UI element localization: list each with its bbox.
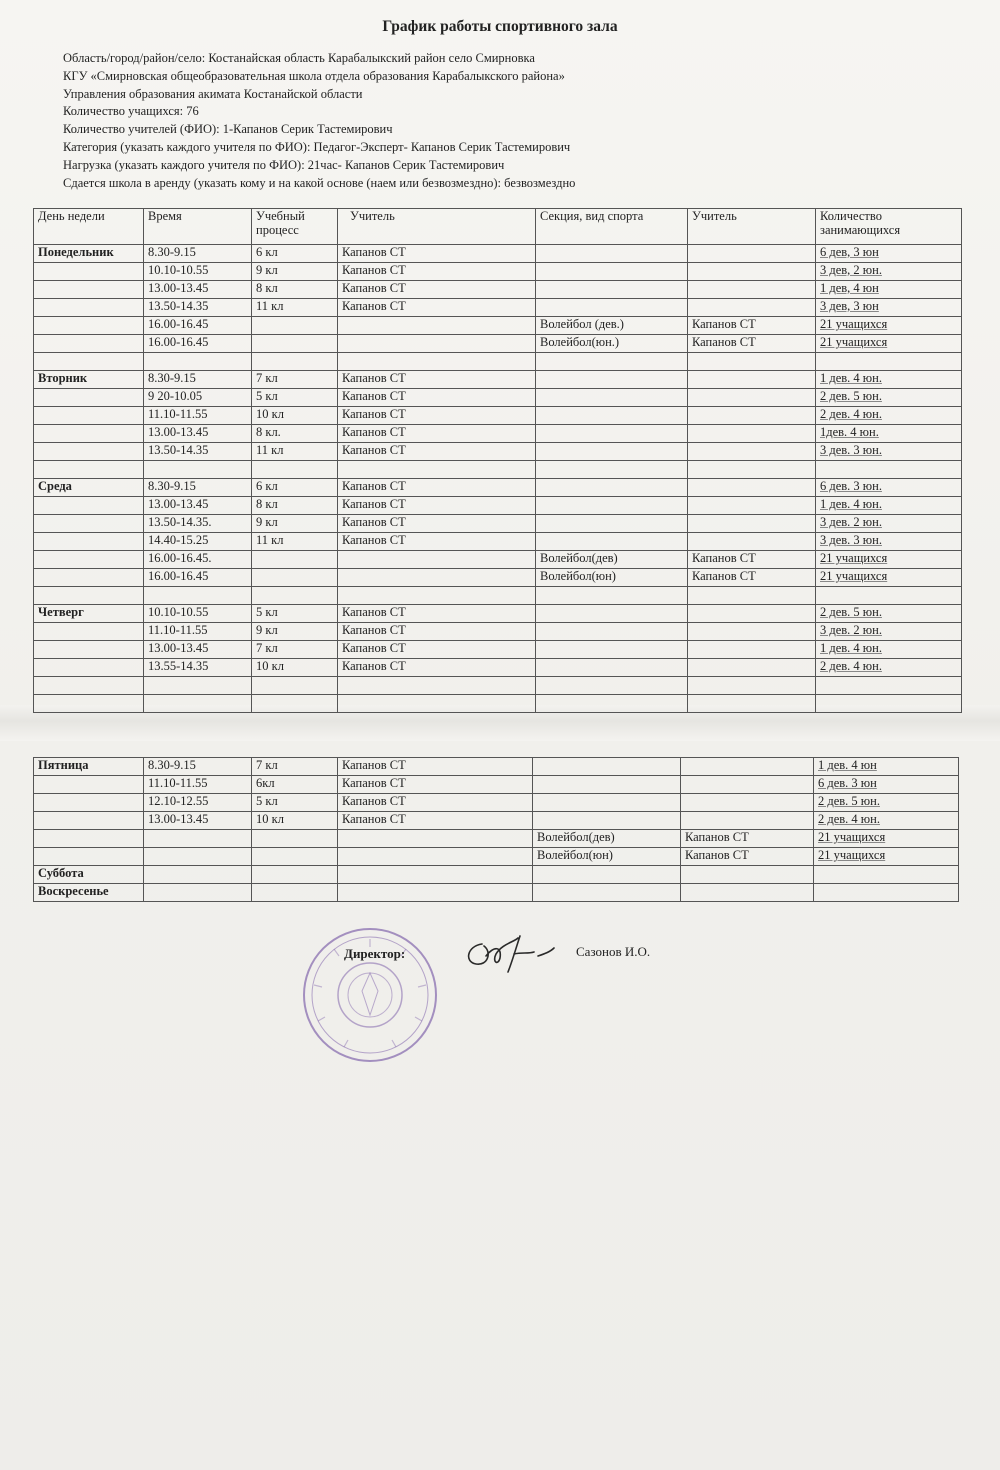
cell-section	[536, 299, 688, 317]
cell-count: 2 дев. 5 юн.	[814, 794, 959, 812]
cell-teacher2	[688, 299, 816, 317]
info-block	[63, 50, 575, 192]
cell-day	[34, 587, 144, 605]
info-line: Категория (указать каждого учителя по ФИО): Педагог-Эксперт- Капанов Серик Тастемирович	[63, 139, 571, 154]
cell-teacher2	[688, 389, 816, 407]
header-teacher2: Учитель	[688, 209, 816, 245]
cell-teacher	[338, 569, 536, 587]
table-row	[34, 758, 959, 776]
info-line: КГУ «Смирновская общеобразовательная школа отдела образования Карабалыкского района»	[63, 68, 565, 83]
table-row	[34, 677, 962, 695]
cell-day	[34, 497, 144, 515]
cell-teacher2: Капанов СТ	[688, 551, 816, 569]
cell-time: 16.00-16.45.	[144, 551, 252, 569]
cell-teacher2: Капанов СТ	[688, 317, 816, 335]
cell-count	[816, 461, 962, 479]
cell-teacher: Капанов СТ	[338, 281, 536, 299]
cell-day: Пятница	[34, 758, 144, 776]
cell-section	[536, 263, 688, 281]
table-row	[34, 299, 962, 317]
cell-day	[34, 353, 144, 371]
cell-count: 1 дев. 4 юн.	[816, 641, 962, 659]
cell-section	[536, 515, 688, 533]
cell-time	[144, 461, 252, 479]
cell-teacher: Капанов СТ	[338, 497, 536, 515]
cell-time: 16.00-16.45	[144, 569, 252, 587]
cell-teacher2	[688, 515, 816, 533]
cell-count: 3 дев, 2 юн.	[816, 263, 962, 281]
cell-cls	[252, 884, 338, 902]
cell-day	[34, 551, 144, 569]
info-line: Количество учащихся: 76	[63, 104, 199, 119]
cell-section: Волейбол(дев)	[536, 551, 688, 569]
cell-teacher2: Капанов СТ	[688, 569, 816, 587]
cell-teacher: Капанов СТ	[338, 407, 536, 425]
cell-teacher2	[681, 776, 814, 794]
table-row	[34, 281, 962, 299]
cell-count: 21 учащихся	[814, 830, 959, 848]
cell-section	[536, 353, 688, 371]
cell-day	[34, 794, 144, 812]
cell-section	[536, 443, 688, 461]
table-row	[34, 587, 962, 605]
cell-teacher2	[688, 443, 816, 461]
cell-section	[536, 641, 688, 659]
table-row	[34, 776, 959, 794]
cell-teacher: Капанов СТ	[338, 758, 533, 776]
cell-teacher: Капанов СТ	[338, 812, 533, 830]
cell-count: 21 учащихся	[814, 848, 959, 866]
table-row	[34, 695, 962, 713]
cell-teacher: Капанов СТ	[338, 533, 536, 551]
cell-section: Волейбол(юн)	[536, 569, 688, 587]
cell-count	[814, 866, 959, 884]
cell-section	[536, 245, 688, 263]
cell-day	[34, 515, 144, 533]
table-row	[34, 830, 959, 848]
cell-teacher: Капанов СТ	[338, 623, 536, 641]
cell-count: 3 дев. 2 юн.	[816, 515, 962, 533]
cell-teacher2	[688, 371, 816, 389]
cell-time	[144, 884, 252, 902]
cell-teacher: Капанов СТ	[338, 794, 533, 812]
cell-time: 13.50-14.35.	[144, 515, 252, 533]
cell-teacher: Капанов СТ	[338, 371, 536, 389]
table-row	[34, 317, 962, 335]
cell-teacher	[338, 884, 533, 902]
schedule-table-2	[33, 757, 959, 902]
cell-teacher: Капанов СТ	[338, 245, 536, 263]
cell-cls: 9 кл	[252, 515, 338, 533]
cell-day: Вторник	[34, 371, 144, 389]
cell-teacher	[338, 866, 533, 884]
cell-teacher: Капанов СТ	[338, 389, 536, 407]
cell-cls: 8 кл	[252, 281, 338, 299]
cell-teacher2: Капанов СТ	[681, 830, 814, 848]
cell-section	[536, 425, 688, 443]
cell-section	[536, 281, 688, 299]
cell-count: 21 учащихся	[816, 569, 962, 587]
cell-section	[536, 623, 688, 641]
page-title: График работы спортивного зала	[382, 18, 618, 35]
cell-section	[536, 587, 688, 605]
cell-cls: 8 кл.	[252, 425, 338, 443]
cell-time: 13.55-14.35	[144, 659, 252, 677]
cell-teacher2	[688, 263, 816, 281]
cell-teacher	[338, 830, 533, 848]
cell-time	[144, 848, 252, 866]
signature-icon	[462, 932, 557, 977]
cell-section	[533, 866, 681, 884]
cell-section	[536, 605, 688, 623]
cell-cls: 11 кл	[252, 443, 338, 461]
cell-time: 13.00-13.45	[144, 497, 252, 515]
table-row	[34, 497, 962, 515]
cell-teacher	[338, 317, 536, 335]
cell-teacher2	[688, 641, 816, 659]
cell-teacher	[338, 353, 536, 371]
cell-day	[34, 443, 144, 461]
cell-time: 13.50-14.35	[144, 443, 252, 461]
header-day: День недели	[34, 209, 144, 245]
cell-section	[536, 677, 688, 695]
cell-time: 8.30-9.15	[144, 758, 252, 776]
cell-count: 21 учащихся	[816, 551, 962, 569]
cell-day	[34, 335, 144, 353]
cell-teacher: Капанов СТ	[338, 263, 536, 281]
info-line: Количество учителей (ФИО): 1-Капанов Серик Тастемирович	[63, 122, 393, 137]
cell-day	[34, 677, 144, 695]
cell-day	[34, 812, 144, 830]
cell-cls	[252, 569, 338, 587]
cell-time: 16.00-16.45	[144, 335, 252, 353]
cell-teacher	[338, 551, 536, 569]
cell-day	[34, 848, 144, 866]
cell-count: 2 дев. 5 юн.	[816, 605, 962, 623]
cell-section: Волейбол(юн.)	[536, 335, 688, 353]
cell-time	[144, 677, 252, 695]
cell-teacher2	[688, 587, 816, 605]
table-row	[34, 533, 962, 551]
info-line: Область/город/район/село: Костанайская область Карабалыкский район село Смирновка	[63, 51, 535, 65]
cell-section	[536, 461, 688, 479]
table-header-row	[34, 209, 962, 245]
cell-time: 13.00-13.45	[144, 812, 252, 830]
info-line: Управления образования акимата Костанайской области	[63, 86, 363, 101]
cell-section	[533, 776, 681, 794]
cell-cls: 5 кл	[252, 389, 338, 407]
cell-cls: 10 кл	[252, 407, 338, 425]
cell-count: 6 дев. 3 юн	[814, 776, 959, 794]
cell-time	[144, 587, 252, 605]
info-line: Нагрузка (указать каждого учителя по ФИО): 21час- Капанов Серик Тастемирович	[63, 157, 505, 172]
cell-day	[34, 407, 144, 425]
cell-teacher: Капанов СТ	[338, 776, 533, 794]
cell-count: 2 дев. 4 юн.	[816, 407, 962, 425]
cell-cls	[252, 317, 338, 335]
cell-section	[536, 695, 688, 713]
cell-teacher	[338, 677, 536, 695]
cell-cls: 9 кл	[252, 263, 338, 281]
cell-day	[34, 623, 144, 641]
cell-section	[533, 794, 681, 812]
director-name: Сазонов И.О.	[576, 944, 651, 959]
cell-teacher2	[688, 245, 816, 263]
table-row	[34, 659, 962, 677]
cell-count: 3 дев, 3 юн	[816, 299, 962, 317]
cell-day	[34, 569, 144, 587]
cell-section	[536, 497, 688, 515]
cell-time: 8.30-9.15	[144, 479, 252, 497]
table-row	[34, 479, 962, 497]
cell-section	[533, 884, 681, 902]
table-row	[34, 245, 962, 263]
table-row	[34, 848, 959, 866]
cell-time: 12.10-12.55	[144, 794, 252, 812]
cell-teacher2	[681, 794, 814, 812]
cell-section	[536, 533, 688, 551]
cell-teacher2	[688, 407, 816, 425]
cell-teacher: Капанов СТ	[338, 659, 536, 677]
cell-cls	[252, 848, 338, 866]
cell-day	[34, 830, 144, 848]
cell-count: 1дев. 4 юн.	[816, 425, 962, 443]
cell-teacher2	[681, 758, 814, 776]
table-row	[34, 812, 959, 830]
cell-day	[34, 281, 144, 299]
table-row	[34, 605, 962, 623]
cell-section: Волейбол(юн)	[533, 848, 681, 866]
header-process: Учебный процесс	[252, 209, 338, 245]
table-row	[34, 425, 962, 443]
cell-count	[816, 677, 962, 695]
table-row	[34, 641, 962, 659]
cell-day	[34, 317, 144, 335]
cell-teacher2	[688, 461, 816, 479]
cell-count: 1 дев. 4 юн.	[816, 371, 962, 389]
cell-count: 2 дев. 5 юн.	[816, 389, 962, 407]
cell-day: Четверг	[34, 605, 144, 623]
cell-day	[34, 659, 144, 677]
cell-cls	[252, 866, 338, 884]
cell-teacher2	[688, 281, 816, 299]
cell-section	[536, 371, 688, 389]
header-section: Секция, вид спорта	[536, 209, 688, 245]
cell-cls	[252, 461, 338, 479]
cell-count: 21 учащихся	[816, 335, 962, 353]
cell-count: 1 дев, 4 юн	[816, 281, 962, 299]
cell-section	[533, 812, 681, 830]
cell-section	[536, 479, 688, 497]
header-teacher: Учитель	[338, 209, 536, 245]
cell-count	[814, 884, 959, 902]
cell-day	[34, 299, 144, 317]
cell-time: 11.10-11.55	[144, 776, 252, 794]
cell-teacher2	[688, 425, 816, 443]
cell-cls	[252, 677, 338, 695]
cell-cls: 5 кл	[252, 794, 338, 812]
cell-cls: 6 кл	[252, 479, 338, 497]
cell-time: 10.10-10.55	[144, 605, 252, 623]
cell-teacher2	[688, 353, 816, 371]
cell-cls: 11 кл	[252, 299, 338, 317]
cell-teacher	[338, 335, 536, 353]
cell-cls: 10 кл	[252, 659, 338, 677]
cell-teacher2	[681, 884, 814, 902]
cell-time: 16.00-16.45	[144, 317, 252, 335]
cell-cls: 8 кл	[252, 497, 338, 515]
cell-cls: 6кл	[252, 776, 338, 794]
table-row	[34, 461, 962, 479]
cell-cls: 6 кл	[252, 245, 338, 263]
table-row	[34, 884, 959, 902]
table-row	[34, 866, 959, 884]
cell-time	[144, 695, 252, 713]
cell-teacher: Капанов СТ	[338, 425, 536, 443]
cell-count: 6 дев, 3 юн	[816, 245, 962, 263]
cell-teacher2	[688, 605, 816, 623]
header-time: Время	[144, 209, 252, 245]
cell-time: 8.30-9.15	[144, 371, 252, 389]
cell-teacher2	[688, 533, 816, 551]
cell-section	[533, 758, 681, 776]
cell-count: 2 дев. 4 юн.	[814, 812, 959, 830]
cell-time: 13.00-13.45	[144, 281, 252, 299]
cell-count	[816, 695, 962, 713]
cell-count: 3 дев. 3 юн.	[816, 533, 962, 551]
cell-section: Волейбол(дев)	[533, 830, 681, 848]
cell-time	[144, 830, 252, 848]
header-count: Количество занимающихся	[816, 209, 962, 245]
table-row	[34, 794, 959, 812]
cell-teacher2: Капанов СТ	[681, 848, 814, 866]
table-row	[34, 353, 962, 371]
cell-time: 8.30-9.15	[144, 245, 252, 263]
cell-cls	[252, 551, 338, 569]
cell-day	[34, 641, 144, 659]
table-row	[34, 263, 962, 281]
cell-cls: 11 кл	[252, 533, 338, 551]
cell-cls: 9 кл	[252, 623, 338, 641]
cell-teacher2	[681, 866, 814, 884]
cell-time	[144, 353, 252, 371]
cell-teacher2	[688, 659, 816, 677]
cell-time: 9 20-10.05	[144, 389, 252, 407]
cell-section	[536, 389, 688, 407]
cell-teacher2	[688, 695, 816, 713]
cell-cls	[252, 353, 338, 371]
cell-day	[34, 389, 144, 407]
cell-count: 3 дев. 2 юн.	[816, 623, 962, 641]
director-label: Директор:	[344, 946, 406, 961]
table-row	[34, 569, 962, 587]
cell-teacher: Капанов СТ	[338, 515, 536, 533]
cell-time: 13.00-13.45	[144, 641, 252, 659]
cell-count: 6 дев. 3 юн.	[816, 479, 962, 497]
cell-count: 21 учащихся	[816, 317, 962, 335]
cell-cls: 7 кл	[252, 758, 338, 776]
cell-time: 13.50-14.35	[144, 299, 252, 317]
cell-time: 14.40-15.25	[144, 533, 252, 551]
cell-cls: 7 кл	[252, 641, 338, 659]
table-row	[34, 551, 962, 569]
table-row	[34, 443, 962, 461]
cell-cls: 10 кл	[252, 812, 338, 830]
cell-count: 3 дев. 3 юн.	[816, 443, 962, 461]
cell-day	[34, 425, 144, 443]
cell-time	[144, 866, 252, 884]
cell-day: Суббота	[34, 866, 144, 884]
cell-count: 1 дев. 4 юн.	[816, 497, 962, 515]
cell-day	[34, 695, 144, 713]
cell-count: 2 дев. 4 юн.	[816, 659, 962, 677]
cell-teacher: Капанов СТ	[338, 443, 536, 461]
cell-cls: 7 кл	[252, 371, 338, 389]
cell-time: 13.00-13.45	[144, 425, 252, 443]
cell-day	[34, 263, 144, 281]
cell-section	[536, 407, 688, 425]
cell-teacher	[338, 587, 536, 605]
table-row	[34, 515, 962, 533]
cell-teacher2	[681, 812, 814, 830]
table-row	[34, 371, 962, 389]
cell-teacher2	[688, 497, 816, 515]
cell-day: Среда	[34, 479, 144, 497]
cell-teacher: Капанов СТ	[338, 299, 536, 317]
cell-teacher2	[688, 677, 816, 695]
cell-cls	[252, 587, 338, 605]
table-row	[34, 335, 962, 353]
cell-teacher: Капанов СТ	[338, 605, 536, 623]
cell-teacher	[338, 695, 536, 713]
cell-section	[536, 659, 688, 677]
cell-day	[34, 533, 144, 551]
schedule-table-1	[33, 208, 962, 713]
cell-day: Понедельник	[34, 245, 144, 263]
cell-day: Воскресенье	[34, 884, 144, 902]
cell-teacher2	[688, 479, 816, 497]
table-row	[34, 623, 962, 641]
cell-cls: 5 кл	[252, 605, 338, 623]
cell-teacher: Капанов СТ	[338, 641, 536, 659]
cell-cls	[252, 695, 338, 713]
cell-teacher2	[688, 623, 816, 641]
table-row	[34, 407, 962, 425]
cell-cls	[252, 335, 338, 353]
cell-section: Волейбол (дев.)	[536, 317, 688, 335]
cell-teacher	[338, 461, 536, 479]
table-row	[34, 389, 962, 407]
cell-time: 11.10-11.55	[144, 623, 252, 641]
cell-time: 10.10-10.55	[144, 263, 252, 281]
info-line: Сдается школа в аренду (указать кому и на какой основе (наем или безвозмездно): безвозмездно	[63, 175, 576, 190]
cell-time: 11.10-11.55	[144, 407, 252, 425]
cell-teacher2: Капанов СТ	[688, 335, 816, 353]
cell-count	[816, 587, 962, 605]
cell-teacher: Капанов СТ	[338, 479, 536, 497]
cell-day	[34, 776, 144, 794]
cell-count	[816, 353, 962, 371]
cell-teacher	[338, 848, 533, 866]
cell-count: 1 дев. 4 юн	[814, 758, 959, 776]
cell-cls	[252, 830, 338, 848]
cell-day	[34, 461, 144, 479]
